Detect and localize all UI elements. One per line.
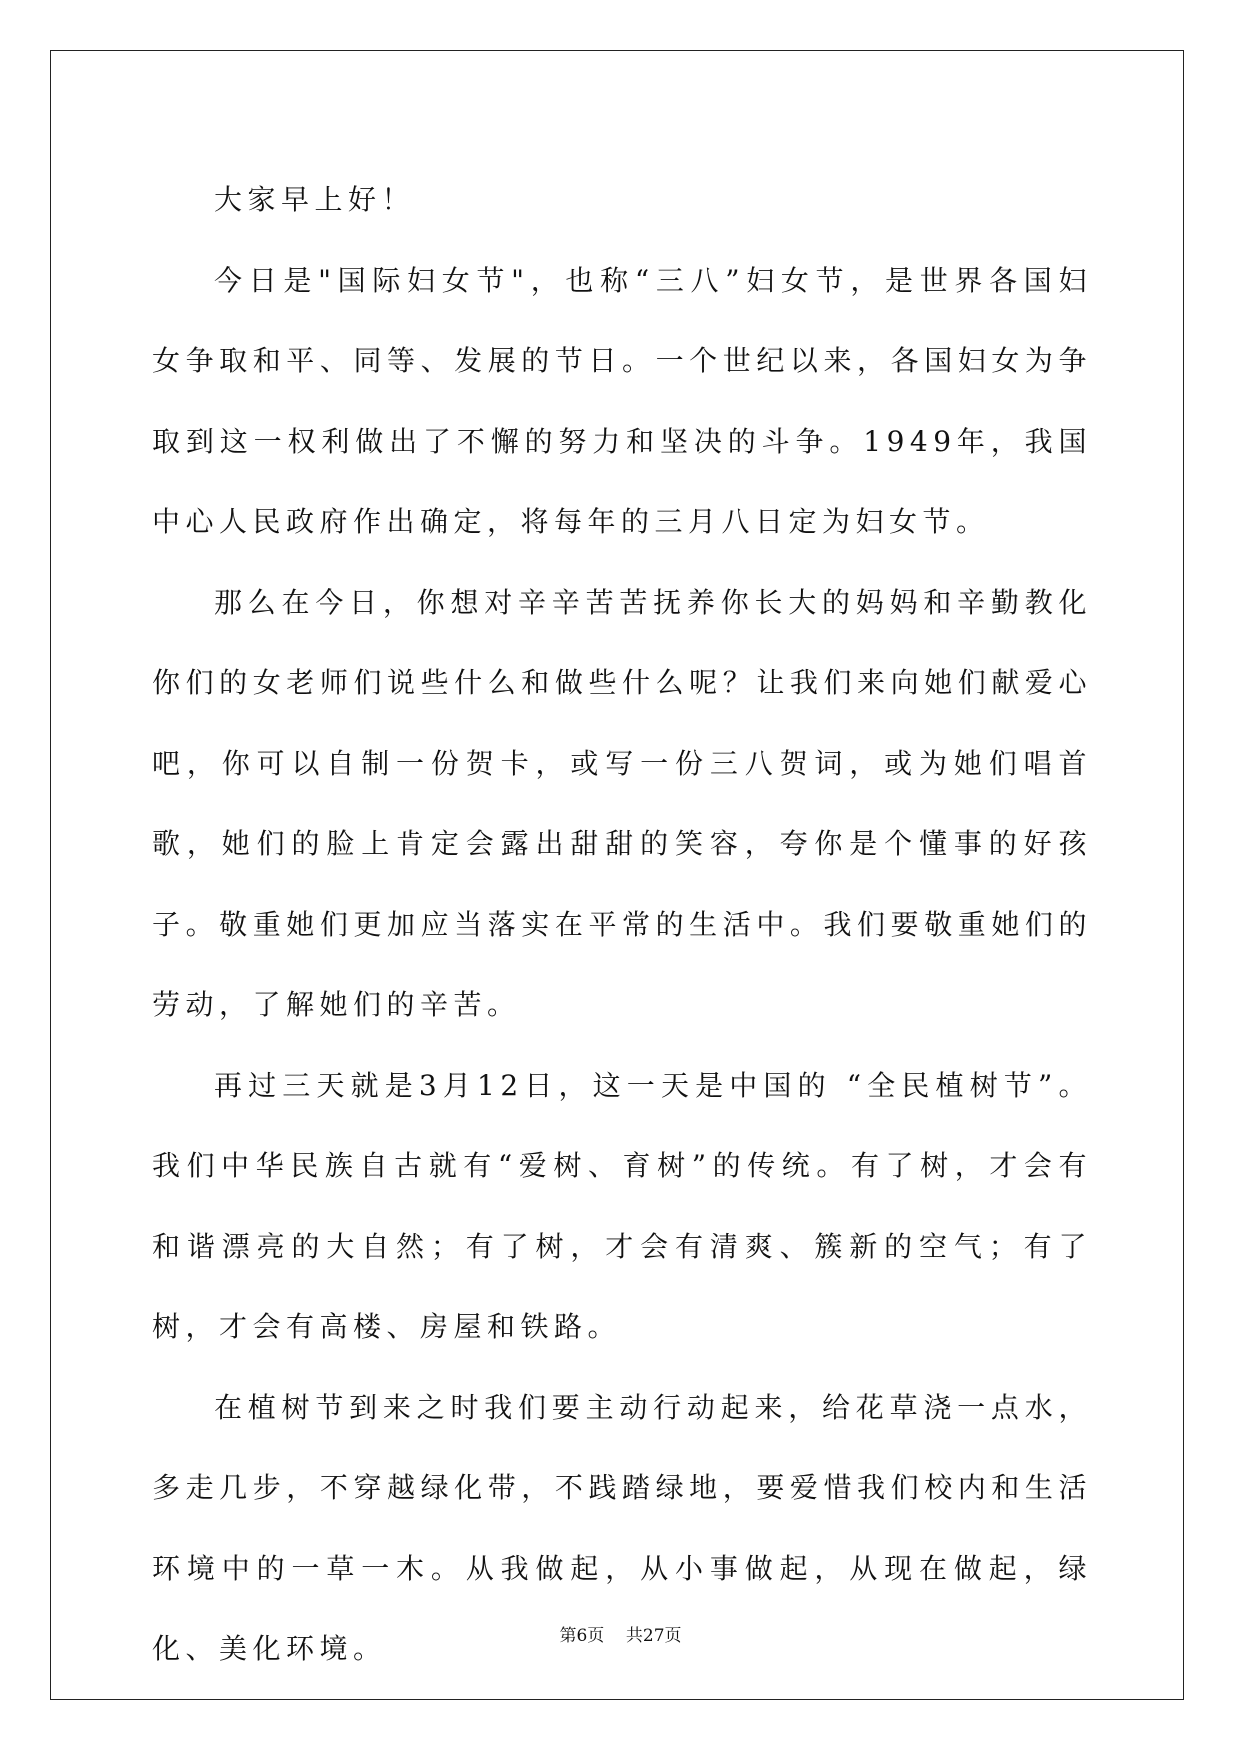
paragraph-planting-action: 在植树节到来之时我们要主动行动起来，给花草浇一点水，多走几步，不穿越绿化带，不践踏绿地，要爱惜我们校内和生活环境中的一草一木。从我做起，从小事做起，从现在做起，绿化、美化环境。	[152, 1390, 1092, 1665]
greeting-paragraph: 大家早上好！	[214, 183, 416, 216]
document-body	[152, 160, 1092, 1690]
paragraph-mothers-teachers: 那么在今日，你想对辛辛苦苦抚养你长大的妈妈和辛勤教化你们的女老师们说些什么和做些什么呢？让我们来向她们献爱心吧，你可以自制一份贺卡，或写一份三八贺词，或为她们唱首歌，她们的脸上肯定会露出甜甜的笑容，夸你是个懂事的好孩子。敬重她们更加应当落实在平常的生活中。我们要敬重她们的劳动，了解她们的辛苦。	[152, 585, 1092, 1021]
paragraph-arbor-day: 再过三天就是3月12日，这一天是中国的 “全民植树节”。 我们中华民族自古就有“爱树、育树”的传统。有了树，才会有和谐漂亮的大自然；有了树，才会有清爽、簇新的空气；有了树，才会有高楼、房屋和铁路。	[152, 1068, 1092, 1343]
page-number-footer: 第6页 共27页	[559, 1626, 682, 1646]
paragraph-womens-day: 今日是"国际妇女节"，也称“三八”妇女节，是世界各国妇女争取和平、同等、发展的节日。一个世纪以来，各国妇女为争取到这一权利做出了不懈的努力和坚决的斗争。1949年，我国中心人民政府作出确定，将每年的三月八日定为妇女节。	[152, 263, 1092, 538]
